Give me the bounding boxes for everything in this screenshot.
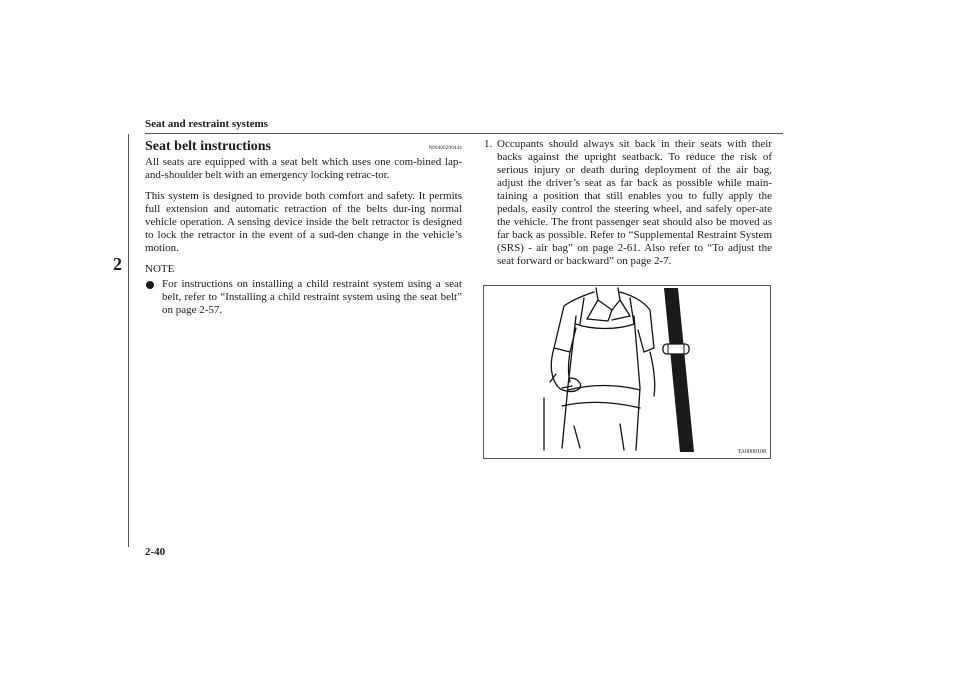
right-column bbox=[484, 138, 772, 268]
step-text: Occupants should always sit back in their seats with their backs against the upright seatback. To reduce the risk of serious injury or death during deployment of the air bag, adjust the driver’s seat as far back as possible while main-taining a position that still enables you to fully apply the pedals, easily control the steering wheel, and safely oper-ate the vehicle. The front passenger seat should also be moved as far back as possible. Refer to “Supplemental Restraint System (SRS) - air bag” on page 2-61. Also refer to “To adjust the seat forward or backward” on page 2-7. bbox=[497, 138, 772, 267]
figure-code: TA0000108 bbox=[737, 449, 766, 455]
chapter-number: 2 bbox=[113, 254, 122, 274]
bullet-dot-icon bbox=[146, 281, 154, 289]
chapter-side-rule bbox=[128, 134, 129, 547]
figure-seat-belt bbox=[483, 285, 771, 459]
step-item bbox=[484, 138, 772, 268]
note-label: NOTE bbox=[145, 263, 175, 275]
intro-paragraph: All seats are equipped with a seat belt which uses one com-bined lap-and-shoulder belt with an emergency locking retrac-tor. bbox=[145, 156, 462, 181]
section-title-text: Seat belt instructions bbox=[145, 139, 271, 154]
section-title bbox=[145, 138, 462, 156]
note-bullet-text: For instructions on installing a child restraint system using a seat belt, refer to “Installing a child restraint system using the seat belt” on page 2-57. bbox=[162, 278, 462, 316]
step-number: 1. bbox=[484, 138, 493, 150]
page-number: 2-40 bbox=[145, 546, 166, 558]
header-rule bbox=[145, 133, 783, 134]
section-code: N00406200444 bbox=[428, 146, 462, 151]
note-bullet bbox=[145, 278, 462, 317]
person-seated-seat-belt-illustration bbox=[484, 286, 770, 458]
left-column bbox=[145, 138, 462, 317]
steps-list bbox=[484, 138, 772, 268]
system-paragraph: This system is designed to provide both comfort and safety. It permits full extension and automatic retraction of the belts dur-ing normal vehicle operation. A sensing device inside the belt retractor is designed to lock the retractor in the event of a sud-den change in the vehicle’s motion. bbox=[145, 190, 462, 254]
section-header: Seat and restraint systems bbox=[145, 118, 268, 130]
